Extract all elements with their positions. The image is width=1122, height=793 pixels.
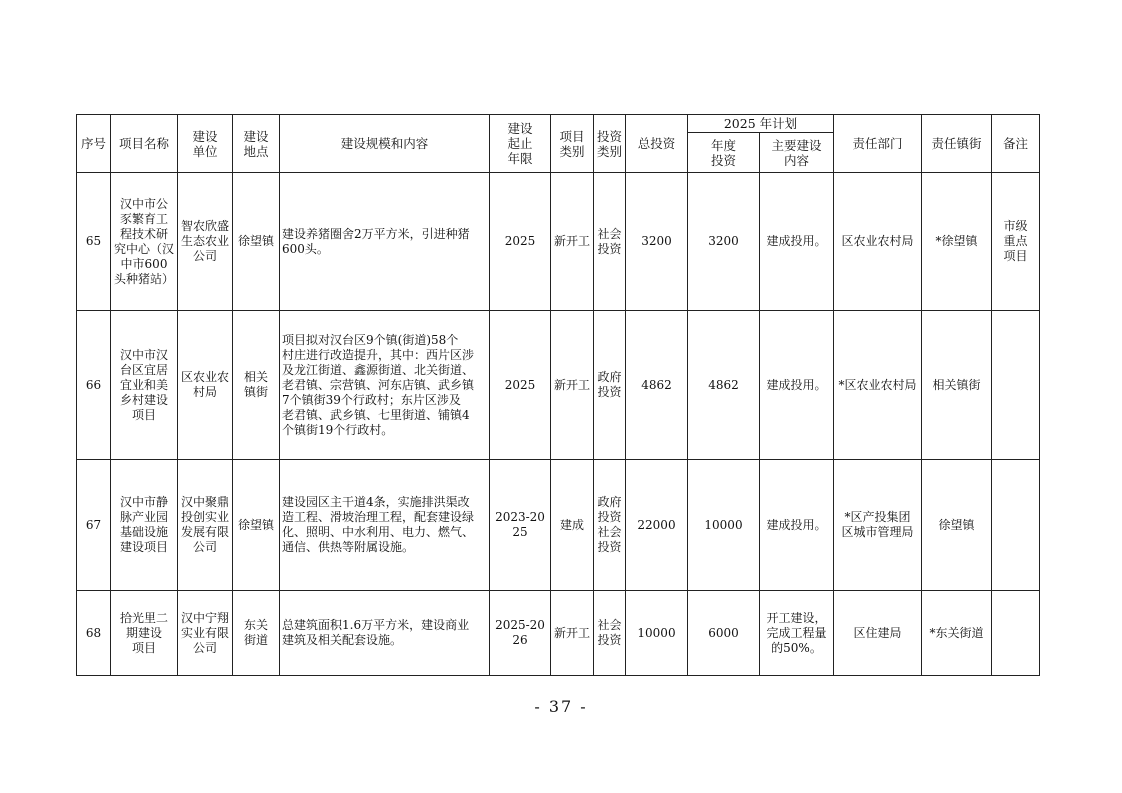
cell-scope: 建设园区主干道4条，实施排洪渠改 造工程、滑坡治理工程，配套建设绿 化、照明、中水利用、电力、燃气、 通信、供热等附属设施。 xyxy=(280,460,490,591)
cell-location: 东关 街道 xyxy=(233,591,280,676)
cell-project-type: 新开工 xyxy=(551,311,594,460)
header-plan-annual: 年度 投资 xyxy=(688,133,760,173)
cell-total: 3200 xyxy=(626,173,688,311)
header-invest-type: 投资 类别 xyxy=(594,115,626,173)
cell-scope: 建设养猪圈舍2万平方米，引进种猪 600头。 xyxy=(280,173,490,311)
header-plan-group: 2025 年计划 xyxy=(688,115,834,133)
cell-name: 汉中市公 豕繁育工 程技术研 究中心（汉 中市600 头种猪站） xyxy=(111,173,178,311)
cell-invest-type: 社会 投资 xyxy=(594,591,626,676)
cell-content: 建成投用。 xyxy=(760,460,834,591)
header-name: 项目名称 xyxy=(111,115,178,173)
cell-period: 2023-2025 xyxy=(490,460,551,591)
header-period: 建设 起止 年限 xyxy=(490,115,551,173)
cell-unit: 智农欣盛 生态农业 公司 xyxy=(178,173,233,311)
cell-location: 徐望镇 xyxy=(233,173,280,311)
project-table xyxy=(76,114,1040,676)
cell-scope: 项目拟对汉台区9个镇(街道)58个 村庄进行改造提升，其中：西片区涉 及龙江街道、鑫源街道、北关街道、 老君镇、宗营镇、河东店镇、武乡镇 7个镇街39个行政村；东片区涉及 老君镇、武乡镇、七里街道、铺镇4 个镇街19个行政村。 xyxy=(280,311,490,460)
cell-dept: *区农业农村局 xyxy=(834,311,922,460)
header-plan-content: 主要建设 内容 xyxy=(760,133,834,173)
header-note: 备注 xyxy=(992,115,1040,173)
cell-annual: 6000 xyxy=(688,591,760,676)
cell-unit: 区农业农 村局 xyxy=(178,311,233,460)
cell-content: 建成投用。 xyxy=(760,173,834,311)
cell-project-type: 建成 xyxy=(551,460,594,591)
header-unit: 建设 单位 xyxy=(178,115,233,173)
cell-annual: 4862 xyxy=(688,311,760,460)
cell-period: 2025 xyxy=(490,173,551,311)
cell-name: 汉中市静 脉产业园 基础设施 建设项目 xyxy=(111,460,178,591)
cell-dept: 区农业农村局 xyxy=(834,173,922,311)
cell-town: *东关街道 xyxy=(922,591,992,676)
cell-unit: 汉中聚鼎 投创实业 发展有限 公司 xyxy=(178,460,233,591)
cell-dept: 区住建局 xyxy=(834,591,922,676)
cell-unit: 汉中宁翔 实业有限 公司 xyxy=(178,591,233,676)
table-row xyxy=(77,591,1040,676)
header-town: 责任镇街 xyxy=(922,115,992,173)
cell-invest-type: 政府 投资 社会 投资 xyxy=(594,460,626,591)
cell-note: 市级 重点 项目 xyxy=(992,173,1040,311)
cell-period: 2025-2026 xyxy=(490,591,551,676)
cell-scope: 总建筑面积1.6万平方米，建设商业 建筑及相关配套设施。 xyxy=(280,591,490,676)
cell-seq: 68 xyxy=(77,591,111,676)
cell-project-type: 新开工 xyxy=(551,591,594,676)
cell-total: 4862 xyxy=(626,311,688,460)
header-total: 总投资 xyxy=(626,115,688,173)
cell-name: 汉中市汉 台区宜居 宜业和美 乡村建设 项目 xyxy=(111,311,178,460)
cell-town: 徐望镇 xyxy=(922,460,992,591)
cell-project-type: 新开工 xyxy=(551,173,594,311)
cell-period: 2025 xyxy=(490,311,551,460)
cell-town: 相关镇街 xyxy=(922,311,992,460)
cell-seq: 66 xyxy=(77,311,111,460)
cell-note xyxy=(992,591,1040,676)
cell-total: 22000 xyxy=(626,460,688,591)
cell-annual: 10000 xyxy=(688,460,760,591)
page-number: - 37 - xyxy=(534,697,588,716)
cell-seq: 67 xyxy=(77,460,111,591)
cell-note xyxy=(992,460,1040,591)
cell-dept: *区产投集团 区城市管理局 xyxy=(834,460,922,591)
header-project-type: 项目 类别 xyxy=(551,115,594,173)
table-row xyxy=(77,311,1040,460)
cell-invest-type: 政府 投资 xyxy=(594,311,626,460)
cell-location: 徐望镇 xyxy=(233,460,280,591)
cell-name: 拾光里二 期建设 项目 xyxy=(111,591,178,676)
cell-town: *徐望镇 xyxy=(922,173,992,311)
cell-annual: 3200 xyxy=(688,173,760,311)
cell-invest-type: 社会 投资 xyxy=(594,173,626,311)
cell-note xyxy=(992,311,1040,460)
header-dept: 责任部门 xyxy=(834,115,922,173)
cell-content: 开工建设， 完成工程量 的50%。 xyxy=(760,591,834,676)
cell-total: 10000 xyxy=(626,591,688,676)
header-scope: 建设规模和内容 xyxy=(280,115,490,173)
header-seq: 序号 xyxy=(77,115,111,173)
table-row xyxy=(77,460,1040,591)
cell-location: 相关 镇街 xyxy=(233,311,280,460)
table-row xyxy=(77,173,1040,311)
cell-content: 建成投用。 xyxy=(760,311,834,460)
header-location: 建设 地点 xyxy=(233,115,280,173)
cell-seq: 65 xyxy=(77,173,111,311)
